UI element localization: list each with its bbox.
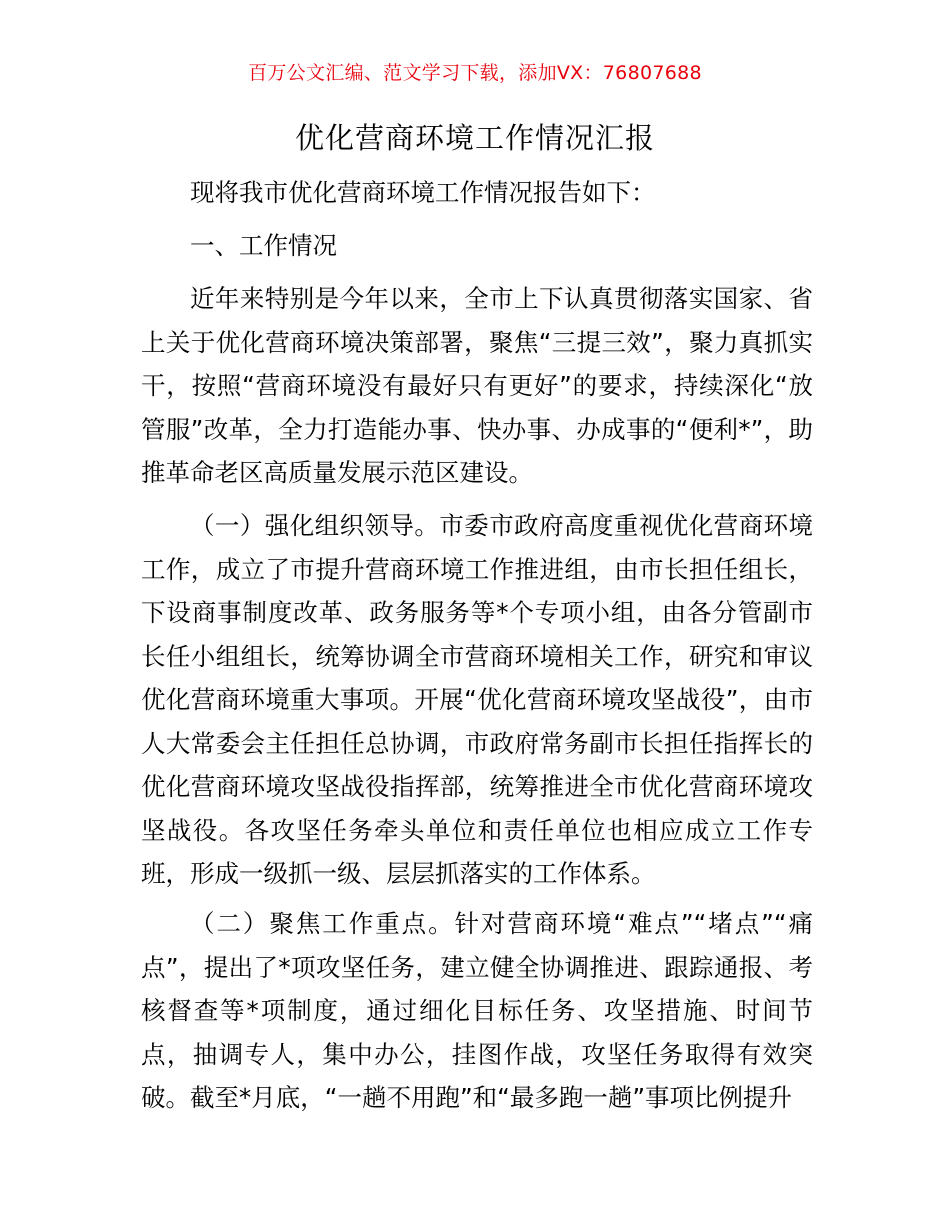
intro-text: 现将我市优化营商环境工作情况报告如下：: [190, 178, 656, 207]
watermark-banner: 百万公文汇编、范文学习下载，添加VX：76807688: [248, 62, 702, 84]
body-paragraph-3: [141, 902, 813, 1120]
intro-paragraph: [141, 171, 813, 215]
paragraph-text: （二）聚焦工作重点。针对营商环境“难点”“堵点”“痛点”，提出了*项攻坚任务，建立健全协调推进、跟踪通报、考核督查等*项制度，通过细化目标任务、攻坚措施、时间节点，抽调专人，集中办公，挂图作战，攻坚任务取得有效突破。截至*月底，“一趟不用跑”和“最多跑一趟”事项比例提升: [141, 909, 813, 1112]
paragraph-text: 近年来特别是今年以来，全市上下认真贯彻落实国家、省上关于优化营商环境决策部署，聚焦“三提三效”，聚力真抓实干，按照“营商环境没有最好只有更好”的要求，持续深化“放管服”改革，全力打造能办事、快办事、办成事的“便利*”，助推革命老区高质量发展示范区建设。: [141, 284, 813, 487]
section-heading-text: 一、工作情况: [190, 231, 337, 260]
section-heading: [141, 224, 813, 268]
body-paragraph-1: [141, 277, 813, 495]
body-paragraph-2: [141, 504, 813, 896]
paragraph-text: （一）强化组织领导。市委市政府高度重视优化营商环境工作，成立了市提升营商环境工作推进组，由市长担任组长，下设商事制度改革、政务服务等*个专项小组，由各分管副市长任小组组长，统筹协调全市营商环境相关工作，研究和审议优化营商环境重大事项。开展“优化营商环境攻坚战役”，由市人大常委会主任担任总协调，市政府常务副市长担任指挥长的优化营商环境攻坚战役指挥部，统筹推进全市优化营商环境攻坚战役。各攻坚任务牵头单位和责任单位也相应成立工作专班，形成一级抓一级、层层抓落实的工作体系。: [141, 511, 813, 888]
document-title: 优化营商环境工作情况汇报: [294, 121, 655, 155]
